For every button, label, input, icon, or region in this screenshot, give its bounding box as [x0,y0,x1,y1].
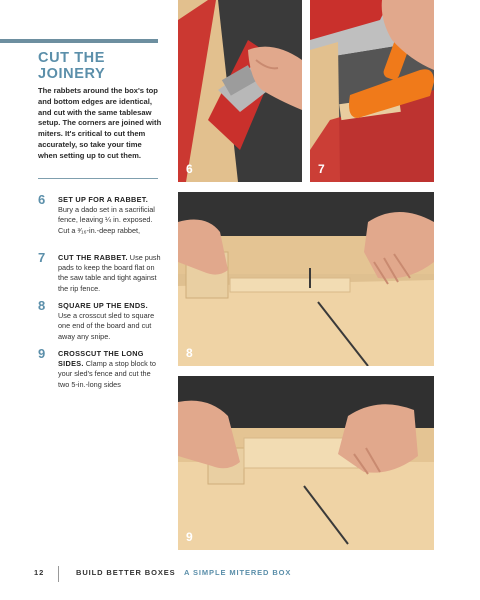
step-text [58,349,162,390]
step-number: 7 [38,250,46,265]
intro-paragraph: The rabbets around the box's top and bottom edges are identical, and cut with the same tablesaw setup. The corners are joined with miters. It's critical to cut them accurately, so take your time when setting up to cut them. [38,86,162,160]
chapter-title: A SIMPLE MITERED BOX [184,568,292,577]
photo-number: 6 [186,162,193,176]
step-number: 9 [38,346,46,361]
step-body: Use push pads to keep the board flat on the saw table and tight against the rip fence. [58,253,161,293]
step-text [58,301,162,342]
section-title-line2: JOINERY [38,66,106,82]
photo-6-setup-rabbet [178,0,302,182]
section-title-line1: CUT THE [38,50,106,66]
intro-divider [38,178,158,179]
section-accent-bar [0,39,158,43]
photo-number: 9 [186,530,193,544]
book-title: BUILD BETTER BOXES [76,568,176,577]
step-heading: SQUARE UP THE ENDS. [58,301,148,310]
photo-7-cut-rabbet [310,0,434,182]
step-body: Use a crosscut sled to square one end of the board and cut away any snipe. [58,311,155,341]
step-text [58,195,162,236]
page-number: 12 [34,568,45,577]
step-body: Bury a dado set in a sacrificial fence, leaving ¼ in. exposed. Cut a ³⁄₁₆-in.-deep rabbet, [58,205,155,235]
section-title [38,50,158,82]
step-heading: CUT THE RABBET. [58,253,128,262]
step-number: 6 [38,192,46,207]
step-number: 8 [38,298,46,313]
step-heading: CROSSCUT THE LONG SIDES. [58,349,144,369]
step-heading: SET UP FOR A RABBET. [58,195,149,204]
photo-8-square-ends [178,192,434,366]
step-text [58,253,162,294]
photo-9-crosscut-sides [178,376,434,550]
photo-number: 7 [318,162,325,176]
footer-divider [58,566,59,582]
step-body: Clamp a stop block to your sled's fence and cut the two 5-in.-long sides [58,359,156,389]
photo-number: 8 [186,346,193,360]
